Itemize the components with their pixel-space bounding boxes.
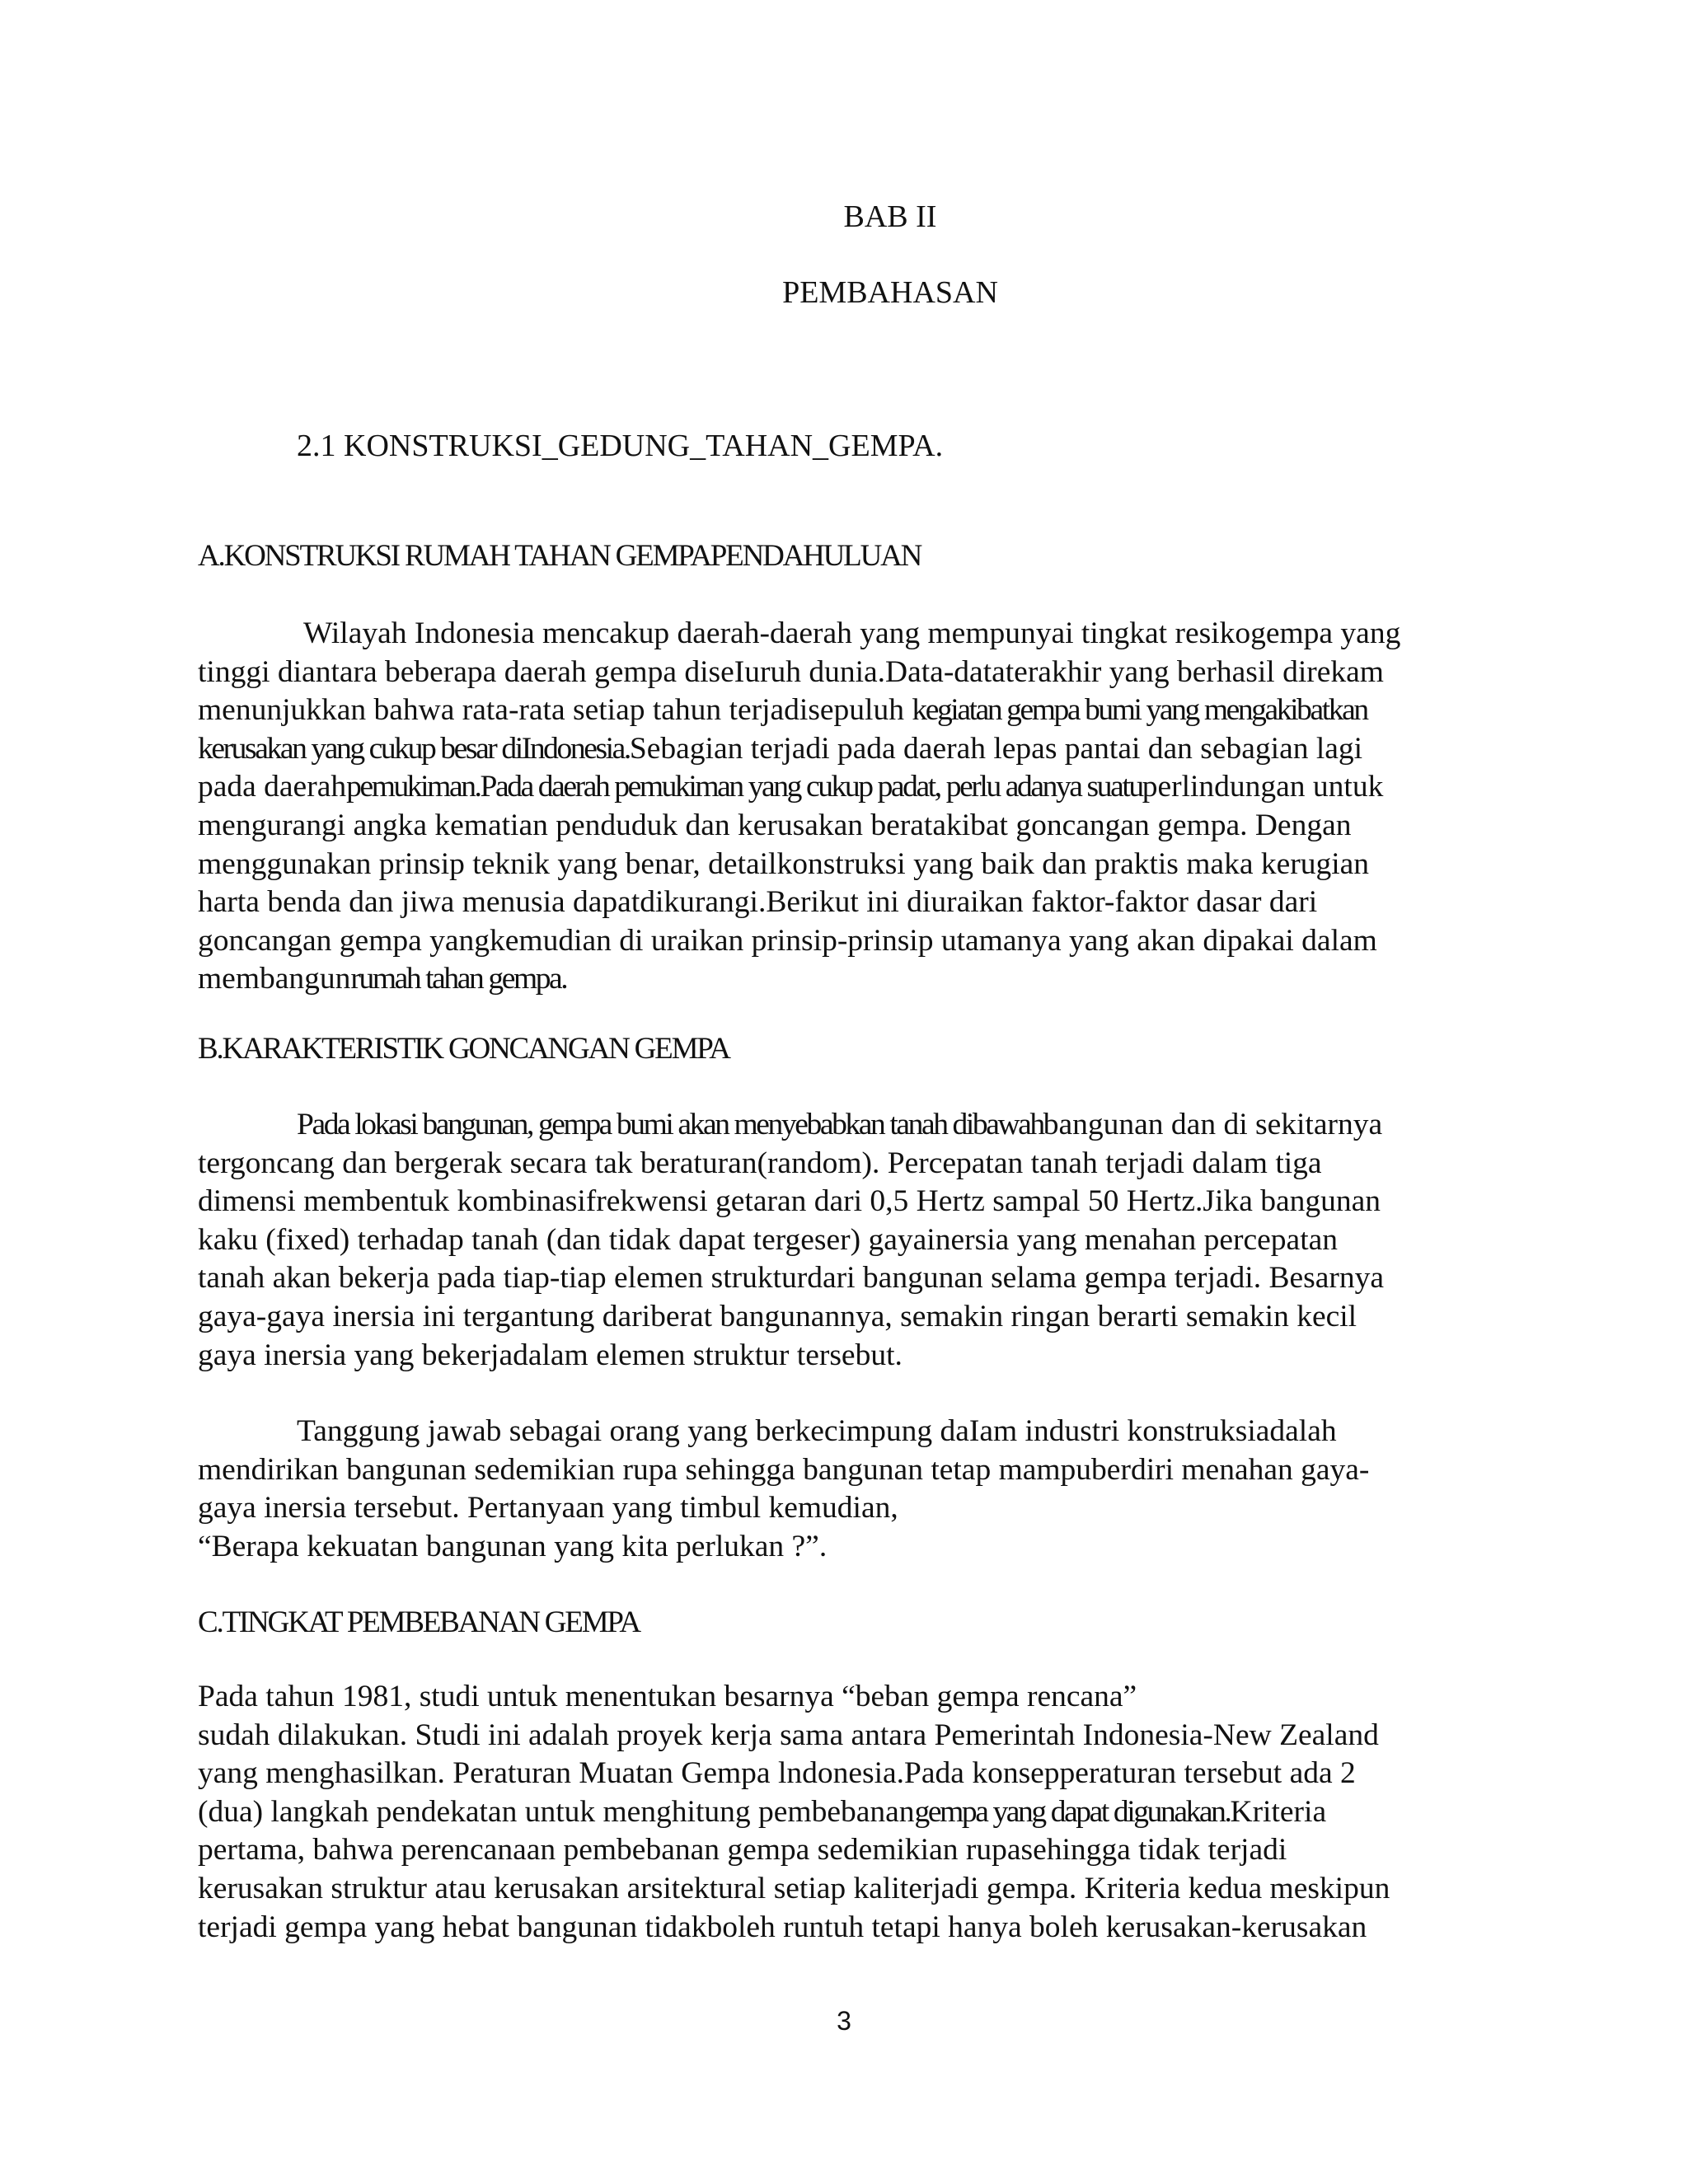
paragraph-part-a bbox=[198, 615, 1484, 999]
page-number: 3 bbox=[837, 2006, 851, 2036]
text-line: kerusakan struktur atau kerusakan arsitektural setiap kaliterjadi gempa. Kriteria kedua meskipun bbox=[198, 1871, 1390, 1905]
text-line: sudah dilakukan. Studi ini adalah proyek kerja sama antara Pemerintah Indonesia-New Zealand bbox=[198, 1718, 1379, 1752]
text-line: gaya-gaya inersia ini tergantung dariberat bangunannya, semakin ringan berarti semakin kecil bbox=[198, 1299, 1357, 1333]
text-line: gaya inersia tersebut. Pertanyaan yang timbul kemudian, bbox=[198, 1491, 898, 1526]
text-line: harta benda dan jiwa menusia dapatdikurangi.Berikut ini diuraikan faktor-faktor dasar dari bbox=[198, 885, 1318, 920]
text-line: pertama, bahwa perencanaan pembebanan gempa sedemikian rupasehingga tidak terjadi bbox=[198, 1833, 1287, 1868]
text-line: mendirikan bangunan sedemikian rupa sehingga bangunan tetap mampuberdiri menahan gaya- bbox=[198, 1452, 1370, 1487]
text-line: membangunrumah tahan gempa. bbox=[198, 962, 567, 996]
text-line: Pada lokasi bangunan, gempa bumi akan menyebabkan tanah dibawahbangunan dan di sekitarnya bbox=[297, 1108, 1383, 1141]
heading-part-b: B.KARAKTERISTIK GONCANGAN GEMPA bbox=[198, 1032, 729, 1066]
text-line: tinggi diantara beberapa daerah gempa diseIuruh dunia.Data-dataterakhir yang berhasil direkam bbox=[198, 654, 1384, 689]
paragraph-part-b-2 bbox=[198, 1413, 1484, 1566]
text-line: Tanggung jawab sebagai orang yang berkecimpung daIam industri konstruksiadalah bbox=[297, 1414, 1337, 1448]
text-line: tergoncang dan bergerak secara tak beraturan(random). Percepatan tanah terjadi dalam tiga bbox=[198, 1146, 1322, 1180]
text-line: menggunakan prinsip teknik yang benar, detailkonstruksi yang baik dan praktis maka kerugian bbox=[198, 846, 1370, 881]
text-line: kerusakan yang cukup besar diIndonesia.Sebagian terjadi pada daerah lepas pantai dan sebagian lagi bbox=[198, 731, 1363, 766]
text-line: (dua) langkah pendekatan untuk menghitung pembebanangempa yang dapat digunakan.Kriteria bbox=[198, 1794, 1327, 1829]
text-line: mengurangi angka kematian penduduk dan kerusakan beratakibat goncangan gempa. Dengan bbox=[198, 808, 1352, 842]
text-line: gaya inersia yang bekerjadalam elemen struktur tersebut. bbox=[198, 1338, 903, 1372]
text-line: terjadi gempa yang hebat bangunan tidakboleh runtuh tetapi hanya boleh kerusakan-kerusakan bbox=[198, 1910, 1367, 1944]
chapter-title: PEMBAHASAN bbox=[782, 275, 998, 310]
text-line: goncangan gempa yangkemudian di uraikan prinsip-prinsip utamanya yang akan dipakai dalam bbox=[198, 923, 1377, 958]
paragraph-part-b-1 bbox=[198, 1106, 1484, 1375]
paragraph-part-c bbox=[198, 1678, 1484, 1947]
text-line: tanah akan bekerja pada tiap-tiap elemen strukturdari bangunan selama gempa terjadi. Besarnya bbox=[198, 1261, 1384, 1296]
section-title: 2.1 KONSTRUKSI_GEDUNG_TAHAN_GEMPA. bbox=[297, 429, 944, 463]
text-line: “Berapa kekuatan bangunan yang kita perlukan ?”. bbox=[198, 1529, 828, 1563]
text-line: Wilayah Indonesia mencakup daerah-daerah yang mempunyai tingkat resikogempa yang bbox=[303, 616, 1401, 650]
text-line: Pada tahun 1981, studi untuk menentukan besarnya “beban gempa rencana” bbox=[198, 1680, 1137, 1713]
chapter-label: BAB II bbox=[843, 199, 937, 234]
heading-part-c: C.TINGKAT PEMBEBANAN GEMPA bbox=[198, 1605, 640, 1639]
text-line: yang menghasilkan. Peraturan Muatan Gempa lndonesia.Pada konsepperaturan tersebut ada 2 bbox=[198, 1756, 1356, 1791]
text-line: dimensi membentuk kombinasifrekwensi getaran dari 0,5 Hertz sampal 50 Hertz.Jika bangunan bbox=[198, 1184, 1381, 1219]
text-line: menunjukkan bahwa rata-rata setiap tahun terjadisepuluh kegiatan gempa bumi yang mengakibatkan bbox=[198, 693, 1367, 728]
text-line: kaku (fixed) terhadap tanah (dan tidak dapat tergeser) gayainersia yang menahan percepatan bbox=[198, 1222, 1339, 1257]
heading-part-a: A.KONSTRUKSI RUMAH TAHAN GEMPAPENDAHULUAN bbox=[198, 539, 921, 573]
text-line: pada daerahpemukiman.Pada daerah pemukiman yang cukup padat, perlu adanya suatuperlindungan untuk bbox=[198, 770, 1384, 804]
